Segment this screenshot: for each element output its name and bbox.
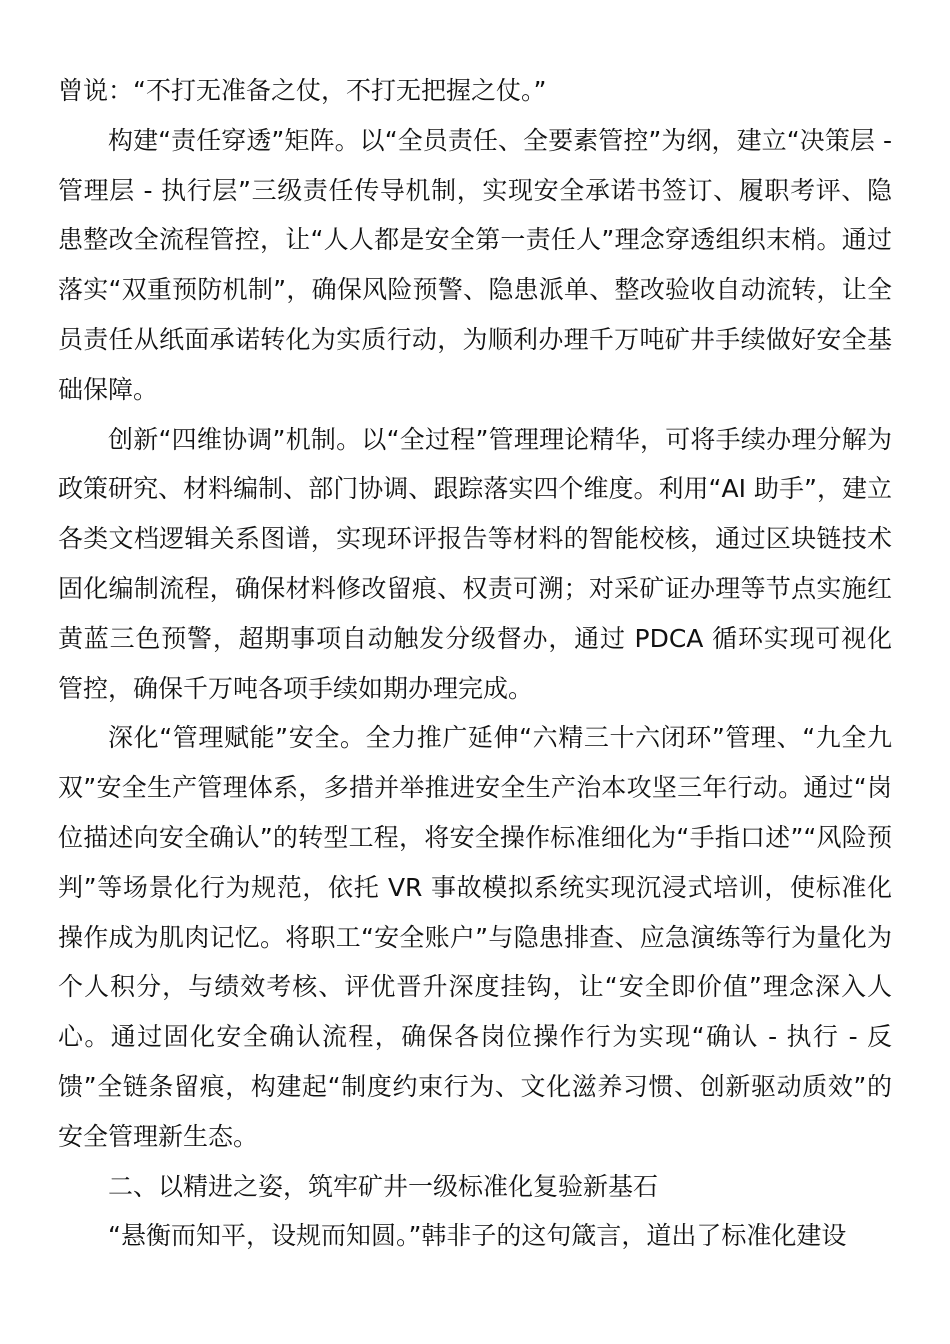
- section-heading-two: 二、以精进之姿，筑牢矿井一级标准化复验新基石: [108, 1171, 659, 1201]
- paragraph-quote-continuation: 曾说：“不打无准备之仗，不打无把握之仗。”: [58, 76, 547, 105]
- paragraph-four-dimension-mechanism: 创新“四维协调”机制。以“全过程”管理理论精华，可将手续办理分解为政策研究、材料编制、部门协调、跟踪落实四个维度。利用“AI 助手”，建立各类文档逻辑关系图谱，实现环评报告等材料的智能校核，通过区块链技术固化编制流程，确保材料修改留痕、权责可溯；对采矿证办理等节点实施红黄蓝三色预警，超期事项自动触发分级督办，通过 PDCA 循环实现可视化管控，确保千万吨各项手续如期办理完成。: [58, 424, 892, 703]
- paragraph-hanfeizi-quote: “悬衡而知平，设规而知圆。”韩非子的这句箴言，道出了标准化建设: [108, 1221, 847, 1251]
- document-body: [58, 66, 892, 1261]
- paragraph-management-empowerment: 深化“管理赋能”安全。全力推广延伸“六精三十六闭环”管理、“九全九双”安全生产管理体系，多措并举推进安全生产治本攻坚三年行动。通过“岗位描述向安全确认”的转型工程，将安全操作标准细化为“手指口述”“风险预判”等场景化行为规范，依托 VR 事故模拟系统实现沉浸式培训，使标准化操作成为肌肉记忆。将职工“安全账户”与隐患排查、应急演练等行为量化为个人积分，与绩效考核、评优晋升深度挂钩，让“安全即价值”理念深入人心。通过固化安全确认流程，确保各岗位操作行为实现“确认 - 执行 - 反馈”全链条留痕，构建起“制度约束行为、文化滋养习惯、创新驱动质效”的安全管理新生态。: [58, 723, 892, 1151]
- paragraph-responsibility-matrix: 构建“责任穿透”矩阵。以“全员责任、全要素管控”为纲，建立“决策层 - 管理层 - 执行层”三级责任传导机制，实现安全承诺书签订、履职考评、隐患整改全流程管控，让“人人都是安全第一责任人”理念穿透组织末梢。通过落实“双重预防机制”，确保风险预警、隐患派单、整改验收自动流转，让全员责任从纸面承诺转化为实质行动，为顺利办理千万吨矿井手续做好安全基础保障。: [58, 125, 892, 404]
